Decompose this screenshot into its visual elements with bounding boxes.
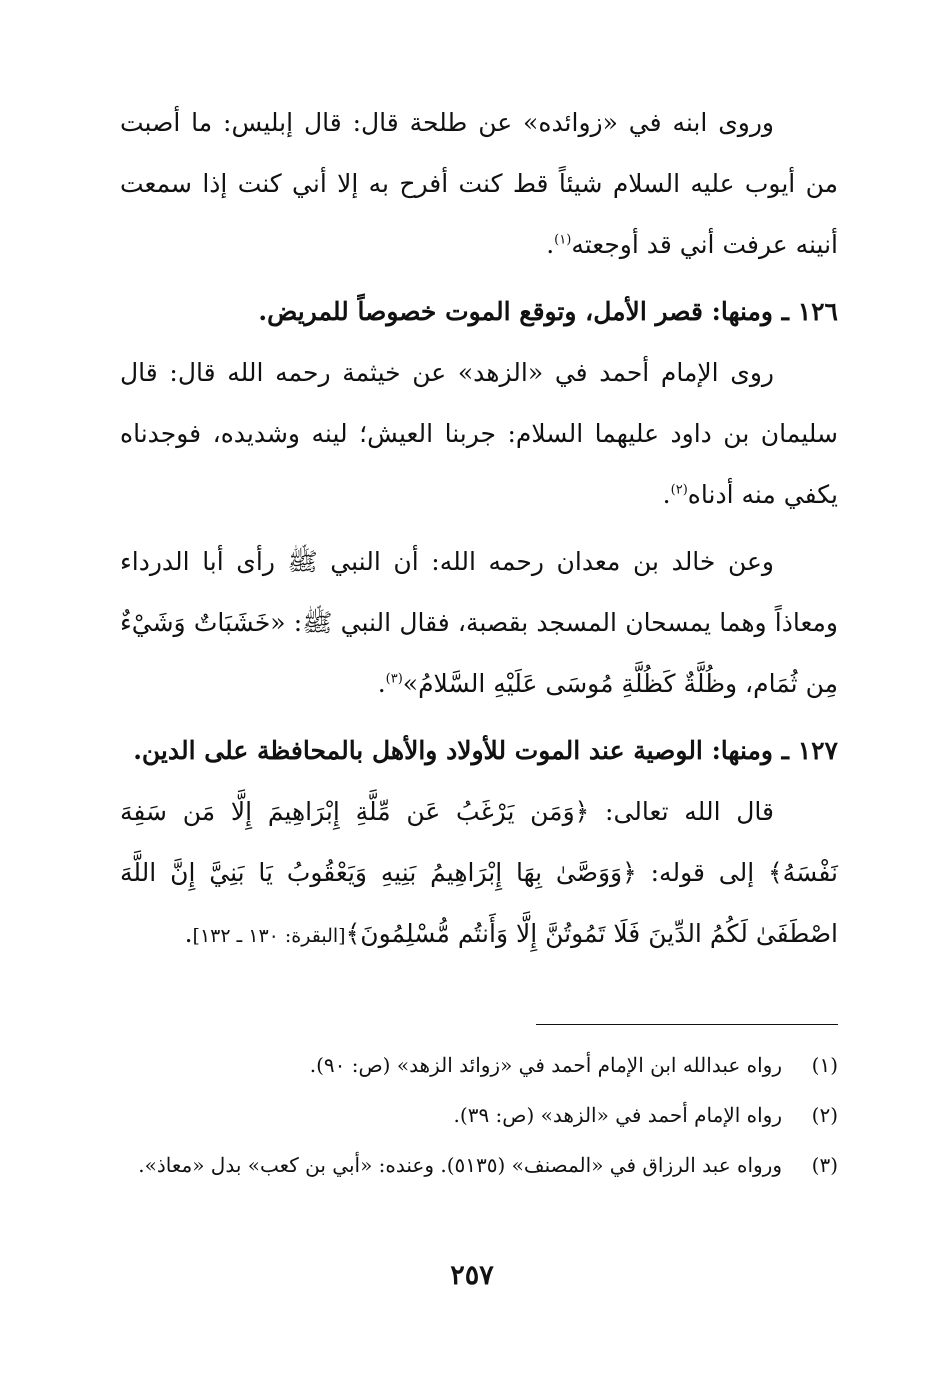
sentence-end: . [184, 919, 193, 948]
quran-verse-2: ﴿وَوَصَّىٰ بِهَا إِبْرَاهِيمُ بَنِيهِ وَيَعْقُوبُ يَا بَنِيَّ إِنَّ اللَّهَ اصْطَفَىٰ لَكُمُ الدِّينَ فَلَا تَمُوتُنَّ إِلَّا وَأَنتُم مُّسْلِمُونَ﴾ [120, 858, 838, 948]
footnotes [120, 1040, 838, 1190]
paragraph-sulaiman [120, 342, 838, 525]
footnote-text: رواه عبدالله ابن الإمام أحمد في «زوائد الزهد» (ص: ٩٠). [309, 1053, 782, 1077]
quran-intro: قال الله تعالى: [605, 797, 774, 826]
page-number: ٢٥٧ [450, 1260, 494, 1291]
footnote-item [120, 1040, 838, 1090]
footnote-ref-1[interactable]: (١) [554, 232, 572, 248]
footnote-text: رواه الإمام أحمد في «الزهد» (ص: ٣٩). [453, 1103, 782, 1127]
sentence-end: . [377, 669, 386, 698]
footnote-text: ورواه عبد الرزاق في «المصنف» (٥١٣٥). وعنده: «أبي بن كعب» بدل «معاذ». [138, 1153, 782, 1177]
paragraph-text: وروى ابنه في «زوائده» عن طلحة قال: قال إبليس: ما أصبت من أيوب عليه السلام شيئاً قط كنت أفرح به إلا أني كنت إذا سمعت أنينه عرفت أني قد أوجعته [120, 108, 838, 259]
footnote-number: (٢) [811, 1103, 838, 1127]
paragraph-iblis [120, 92, 838, 275]
quran-verse-1: ﴿وَمَن يَرْغَبُ عَن مِّلَّةِ إِبْرَاهِيمَ إِلَّا مَن سَفِهَ نَفْسَهُ﴾ [120, 797, 838, 887]
footnote-ref-2[interactable]: (٢) [670, 482, 688, 498]
paragraph-quran [120, 781, 838, 967]
quran-bridge: إلى قوله: [650, 858, 755, 887]
sentence-end: . [662, 480, 671, 509]
paragraph-text: وعن خالد بن معدان رحمه الله: أن النبي ﷺ رأى أبا الدرداء ومعاذاً وهما يمسحان المسجد بقصبة، فقال النبي ﷺ: «خَشَبَاتٌ وَشَيْءٌ مِن ثُمَام، وظُلَّةٌ كَظُلَّةِ مُوسَى عَلَيْهِ السَّلامُ» [120, 547, 838, 698]
quran-reference: [البقرة: ١٣٠ ـ ١٣٢] [192, 925, 346, 947]
paragraph-text: روى الإمام أحمد في «الزهد» عن خيثمة رحمه الله قال: قال سليمان بن داود عليهما السلام: جربنا العيش؛ لينه وشديده، فوجدناه يكفي منه أدناه [120, 358, 838, 509]
footnote-number: (١) [811, 1053, 838, 1077]
footnote-number: (٣) [811, 1153, 838, 1177]
footnote-item [120, 1140, 838, 1190]
footnote-separator [536, 1024, 838, 1025]
sentence-end: . [546, 230, 555, 259]
footnote-ref-3[interactable]: (٣) [385, 671, 403, 687]
section-heading-127: ١٢٧ ـ ومنها: الوصية عند الموت للأولاد والأهل بالمحافظة على الدين. [133, 736, 838, 765]
section-heading-126: ١٢٦ ـ ومنها: قصر الأمل، وتوقع الموت خصوصاً للمريض. [258, 297, 838, 326]
footnote-item [120, 1090, 838, 1140]
paragraph-khalid [120, 531, 838, 714]
main-text [120, 92, 838, 967]
